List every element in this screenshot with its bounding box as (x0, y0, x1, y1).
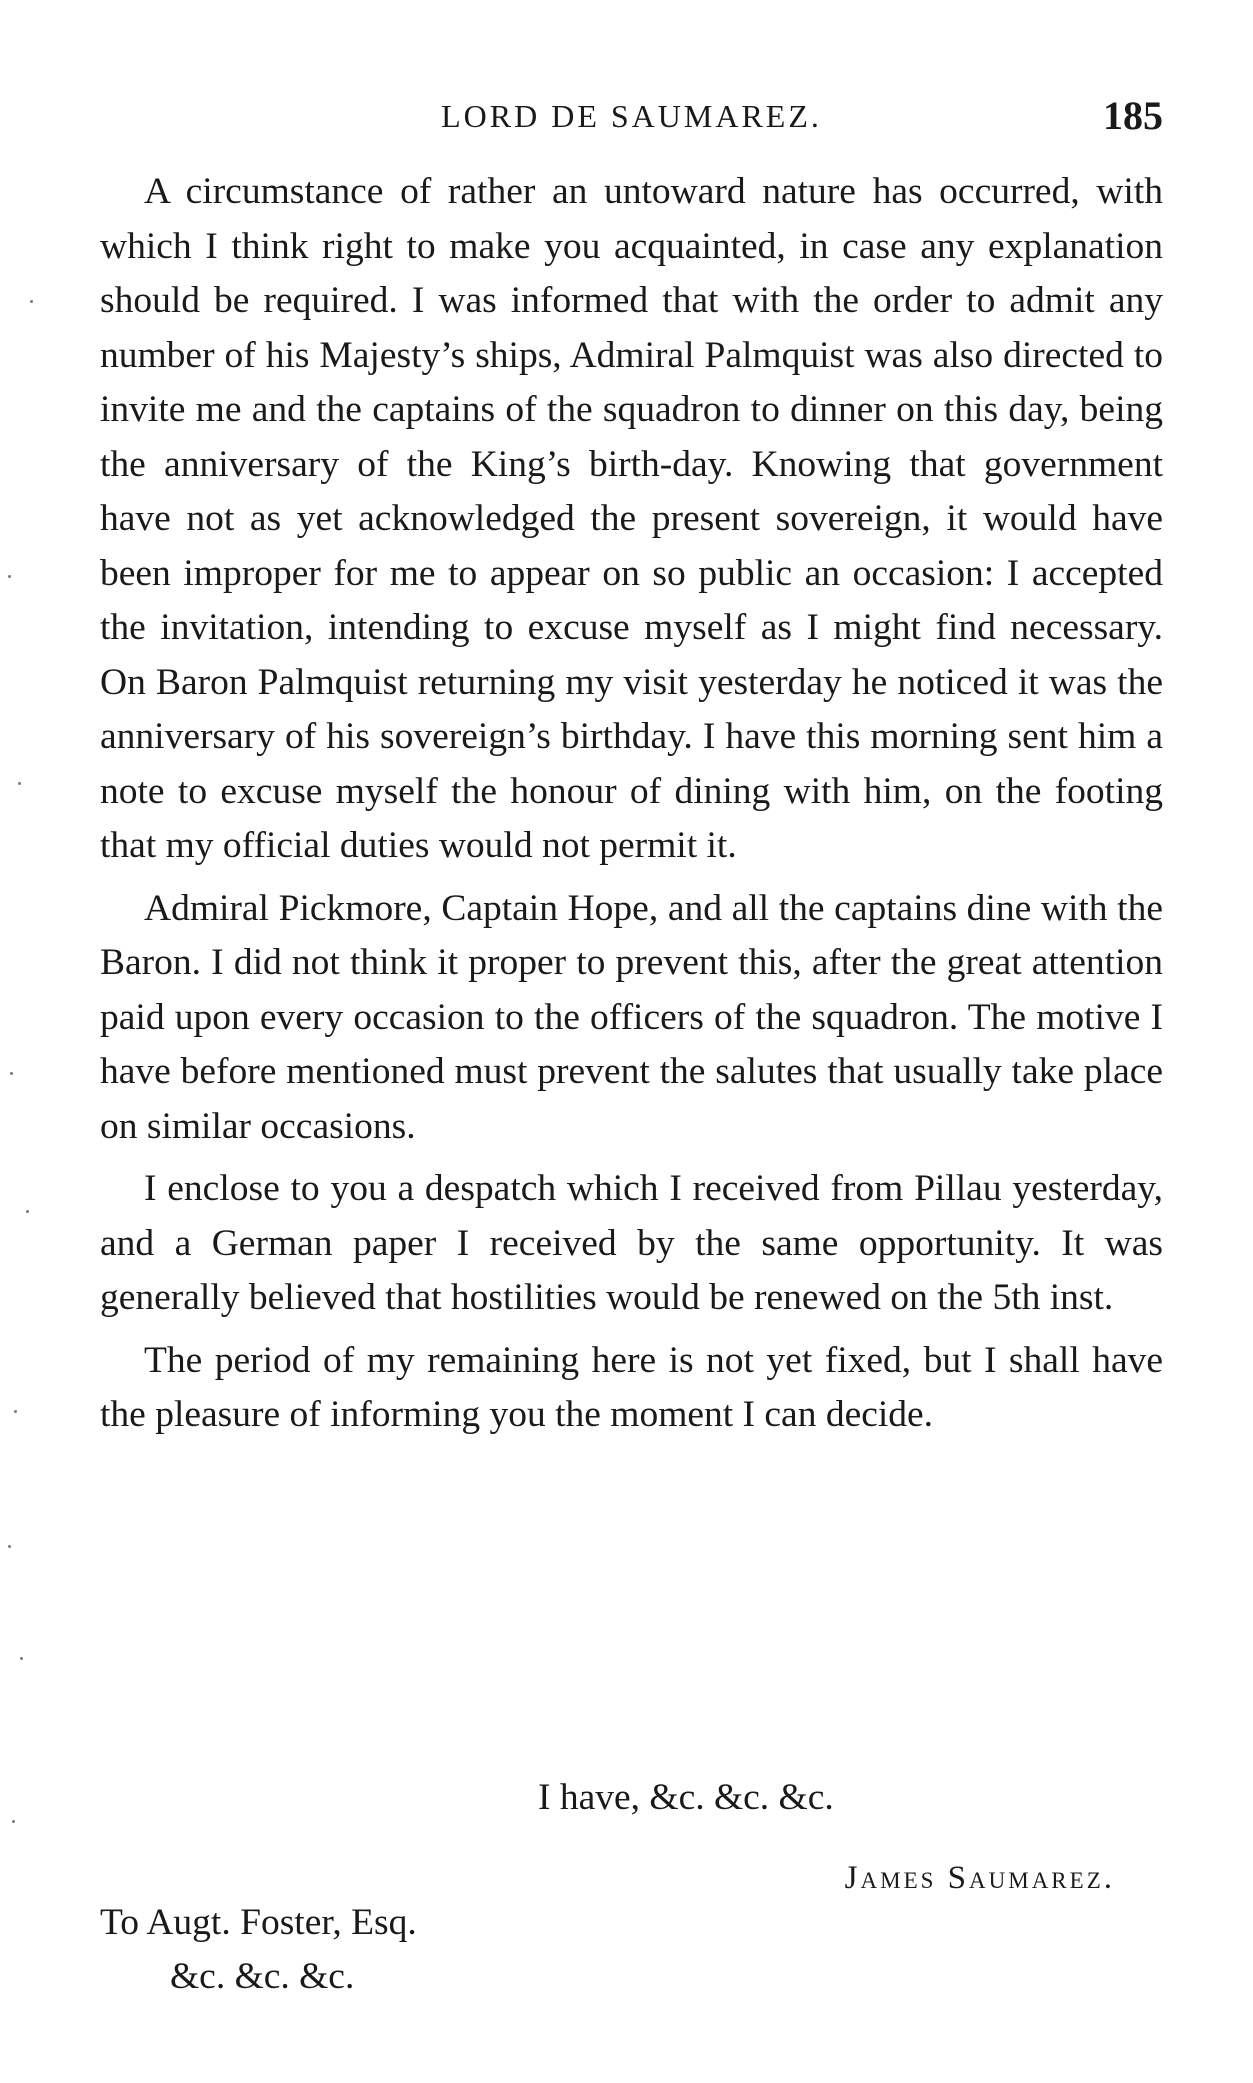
paragraph-1: A circumstance of rather an untoward nature has occurred, with which I think right to make you acquainted, in case any explanation should be required. I was informed that with the order to admit any number of his Majesty’s ships, Admiral Palmquist was also directed to invite me and the captains of the squadron to dinner on this day, being the anniversary of the King’s birth-day. Knowing that government have not as yet acknowledged the present sovereign, it would have been improper for me to appear on so public an occasion: I accepted the invitation, intending to excuse myself as I might find necessary. On Baron Palmquist returning my visit yesterday he noticed it was the anniversary of his sovereign’s birthday. I have this morning sent him a note to excuse myself the honour of dining with him, on the footing that my official duties would not permit it. (100, 171, 1163, 866)
body-text (100, 165, 1163, 1451)
page-number: 185 (1103, 93, 1163, 138)
letter-addressee (100, 1896, 417, 2004)
letter-signature: James Saumarez. (844, 1860, 1115, 1896)
paragraph-2: Admiral Pickmore, Captain Hope, and all the captains dine with the Baron. I did not think it proper to prevent this, after the great attention paid upon every occasion to the officers of the squadron. The motive I have before mentioned must prevent the salutes that usually take place on similar occasions. (100, 887, 1163, 1147)
addressee-name: To Augt. Foster, Esq. (100, 1902, 417, 1943)
addressee-etc: &c. &c. &c. (170, 1956, 355, 1997)
paragraph-4: The period of my remaining here is not yet fixed, but I shall have the pleasure of informing you the moment I can decide. (100, 1339, 1163, 1435)
letter-closing: I have, &c. &c. &c. (538, 1777, 834, 1818)
paragraph-3: I enclose to you a despatch which I received from Pillau yesterday, and a German paper I received by the same opportunity. It was generally believed that hostilities would be renewed on the 5th inst. (100, 1168, 1163, 1318)
running-title: LORD DE SAUMAREZ. (441, 98, 822, 134)
margin-specks (0, 0, 40, 2083)
running-head (100, 92, 1163, 152)
